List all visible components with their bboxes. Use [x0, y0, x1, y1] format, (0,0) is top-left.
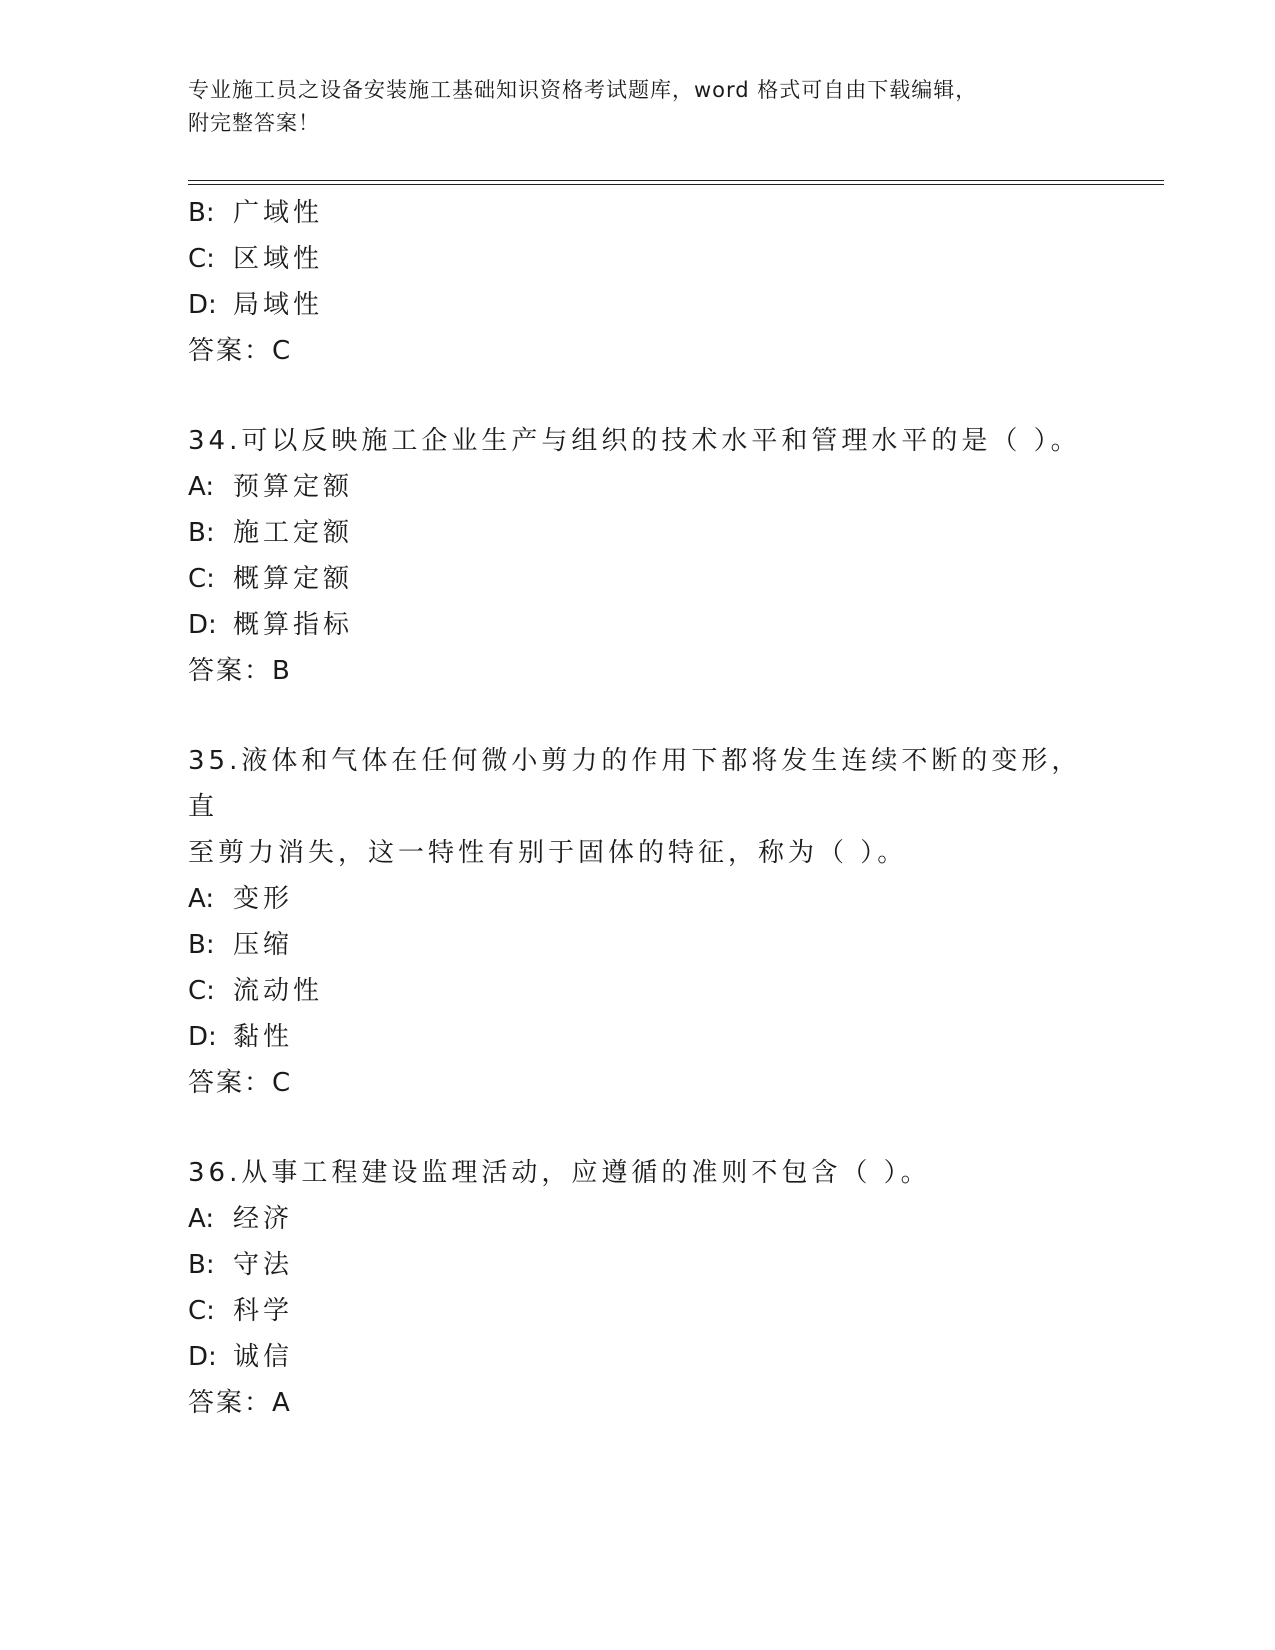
option-key: C: — [188, 244, 215, 274]
question-stem: 36.从事工程建设监理活动，应遵循的准则不包含（ ）。 — [188, 1158, 931, 1188]
option-c — [188, 968, 1088, 1014]
header-line-1: 专业施工员之设备安装施工基础知识资格考试题库，word 格式可自由下载编辑， — [188, 78, 978, 102]
option-text: 经济 — [233, 1204, 294, 1234]
spacer — [188, 1106, 1088, 1150]
option-key: D: — [188, 290, 217, 320]
answer-line: 答案：B — [188, 656, 292, 686]
option-text: 局域性 — [233, 290, 324, 320]
option-text: 施工定额 — [233, 518, 354, 548]
option-text: 诚信 — [233, 1342, 294, 1372]
option-text: 压缩 — [233, 930, 294, 960]
header-divider-bottom — [188, 184, 1164, 185]
option-a — [188, 464, 1088, 510]
option-text: 区域性 — [233, 244, 324, 274]
question-35 — [188, 738, 1088, 1106]
option-key: A: — [188, 1204, 215, 1234]
option-a — [188, 876, 1088, 922]
question-36 — [188, 1150, 1088, 1426]
option-text: 广域性 — [233, 198, 324, 228]
option-text: 概算定额 — [233, 564, 354, 594]
question-34 — [188, 418, 1088, 694]
option-text: 流动性 — [233, 976, 324, 1006]
question-stem-line-1: 35.液体和气体在任何微小剪力的作用下都将发生连续不断的变形，直 — [188, 746, 1082, 822]
option-d — [188, 1014, 1088, 1060]
option-a — [188, 1196, 1088, 1242]
option-text: 守法 — [233, 1250, 294, 1280]
option-text: 预算定额 — [233, 472, 354, 502]
spacer — [188, 374, 1088, 418]
header-divider-top — [188, 180, 1164, 181]
option-key: C: — [188, 976, 215, 1006]
option-text: 概算指标 — [233, 610, 354, 640]
option-b — [188, 1242, 1088, 1288]
option-key: A: — [188, 884, 215, 914]
option-text: 变形 — [233, 884, 294, 914]
header-line-2: 附完整答案！ — [188, 111, 320, 135]
option-key: B: — [188, 518, 215, 548]
answer-line: 答案：C — [188, 336, 293, 366]
option-key: D: — [188, 1022, 217, 1052]
option-key: B: — [188, 930, 215, 960]
option-text: 黏性 — [233, 1022, 294, 1052]
option-key: D: — [188, 610, 217, 640]
spacer — [188, 694, 1088, 738]
question-stem: 34.可以反映施工企业生产与组织的技术水平和管理水平的是（ ）。 — [188, 426, 1081, 456]
option-b — [188, 190, 1088, 236]
option-key: B: — [188, 198, 215, 228]
option-c — [188, 1288, 1088, 1334]
option-key: C: — [188, 1296, 215, 1326]
option-b — [188, 922, 1088, 968]
question-stem-line-2: 至剪力消失，这一特性有别于固体的特征，称为（ ）。 — [188, 838, 908, 868]
option-d — [188, 282, 1088, 328]
option-key: B: — [188, 1250, 215, 1280]
option-text: 科学 — [233, 1296, 294, 1326]
continued-question — [188, 190, 1088, 374]
question-content — [188, 190, 1088, 1426]
option-b — [188, 510, 1088, 556]
option-c — [188, 556, 1088, 602]
option-d — [188, 602, 1088, 648]
answer-line: 答案：C — [188, 1068, 293, 1098]
option-key: C: — [188, 564, 215, 594]
option-key: D: — [188, 1342, 217, 1372]
option-d — [188, 1334, 1088, 1380]
document-header — [188, 74, 1088, 140]
answer-line: 答案：A — [188, 1388, 292, 1418]
option-key: A: — [188, 472, 215, 502]
option-c — [188, 236, 1088, 282]
